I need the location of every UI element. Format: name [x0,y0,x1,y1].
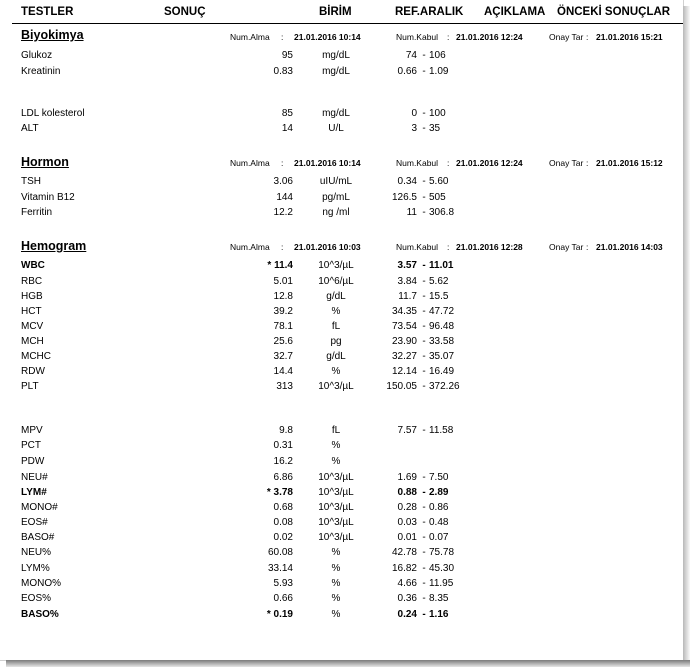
separator-colon: : [586,32,589,42]
test-unit: % [331,456,341,467]
ref-low: 42.78 [391,547,417,558]
ref-dash: - [422,192,426,203]
ref-dash: - [422,502,426,513]
section-title-biyokimya: Biyokimya [21,28,84,42]
ref-low: 3.57 [397,260,417,271]
ref-dash: - [422,366,426,377]
section-title-hormon: Hormon [21,155,69,169]
ref-low: 74 [405,50,417,61]
ref-high: 33.58 [429,336,455,347]
result-row-pct [0,440,683,455]
page-shadow-right [683,6,690,667]
ref-high: 0.07 [429,532,449,543]
num-alma-value: 21.01.2016 10:03 [294,242,361,252]
result-row-mch [0,336,683,351]
test-name: LYM% [21,563,50,574]
onay-tar-label: Onay Tar [549,32,584,42]
test-unit: mg/dL [322,66,350,77]
test-value: 12.2 [273,207,293,218]
test-value: 95 [281,50,293,61]
test-unit: % [331,563,341,574]
header-aciklama: AÇIKLAMA [484,6,546,18]
num-alma-label: Num.Alma [230,158,270,168]
test-value: 0.68 [273,502,293,513]
test-value: 60.08 [267,547,293,558]
ref-high: 100 [429,108,446,119]
ref-low: 126.5 [391,192,417,203]
ref-low: 16.82 [391,563,417,574]
ref-low: 1.69 [397,472,417,483]
ref-high: 75.78 [429,547,455,558]
test-unit: % [331,440,341,451]
test-value: 5.01 [273,276,293,287]
test-value: 85 [281,108,293,119]
test-name: Glukoz [21,50,53,61]
ref-dash: - [422,547,426,558]
test-name: Kreatinin [21,66,61,77]
result-row-eos-count [0,517,683,532]
result-row-baso-percent [0,609,683,624]
separator-colon: : [447,158,450,168]
ref-dash: - [422,563,426,574]
result-row-rdw [0,366,683,381]
separator-colon: : [447,242,450,252]
ref-dash: - [422,260,426,271]
test-name: WBC [21,260,45,271]
ref-dash: - [422,609,426,620]
result-row-kreatinin [0,66,683,81]
ref-low: 0 [411,108,417,119]
ref-high: 47.72 [429,306,455,317]
ref-low: 32.27 [391,351,417,362]
test-name: MCHC [21,351,51,362]
result-row-hct [0,306,683,321]
result-row-hgb [0,291,683,306]
test-value: * 11.4 [267,260,293,271]
test-unit: mg/dL [322,50,350,61]
ref-high: 372.26 [429,381,460,392]
test-name: HCT [21,306,42,317]
test-value: 12.8 [273,291,293,302]
test-unit: pg [330,336,342,347]
test-value: * 0.19 [266,609,293,620]
ref-high: 16.49 [429,366,455,377]
test-unit: 10^6/µL [318,276,354,287]
test-unit: fL [331,425,341,436]
ref-low: 73.54 [391,321,417,332]
test-value: 3.06 [273,176,293,187]
ref-high: 96.48 [429,321,455,332]
ref-high: 505 [429,192,446,203]
separator-colon: : [447,32,450,42]
result-row-lym-percent [0,563,683,578]
test-name: PDW [21,456,45,467]
ref-dash: - [422,578,426,589]
result-row-mono-count [0,502,683,517]
test-name: TSH [21,176,41,187]
onay-tar-label: Onay Tar [549,158,584,168]
test-unit: % [331,578,341,589]
ref-high: 306.8 [429,207,455,218]
test-name: HGB [21,291,43,302]
num-kabul-label: Num.Kabul [396,158,439,168]
ref-dash: - [422,487,426,498]
separator-colon: : [281,32,284,42]
ref-dash: - [422,351,426,362]
ref-low: 11 [406,207,417,218]
test-value: 78.1 [273,321,293,332]
test-unit: 10^3/µL [318,517,354,528]
ref-low: 34.35 [391,306,417,317]
ref-low: 0.66 [397,66,417,77]
test-unit: U/L [328,123,344,134]
test-name: EOS# [21,517,48,528]
result-row-wbc [0,260,683,275]
result-row-mono-percent [0,578,683,593]
test-unit: ng /ml [322,207,350,218]
ref-low: 0.34 [397,176,417,187]
test-name: BASO# [21,532,55,543]
test-name: EOS% [21,593,52,604]
separator-colon: : [281,158,284,168]
test-value: 0.66 [273,593,293,604]
test-value: 16.2 [273,456,293,467]
separator-colon: : [586,158,589,168]
ref-high: 11.95 [429,578,454,589]
ref-low: 0.03 [397,517,417,528]
ref-high: 1.16 [429,609,449,620]
ref-high: 35.07 [429,351,455,362]
test-unit: 10^3/µL [318,487,354,498]
test-name: MPV [21,425,43,436]
result-row-plt [0,381,683,396]
ref-dash: - [422,207,426,218]
ref-low: 7.57 [397,425,417,436]
test-name: LYM# [21,487,47,498]
result-row-mchc [0,351,683,366]
ref-high: 5.60 [429,176,449,187]
test-value: 144 [276,192,293,203]
ref-dash: - [422,108,426,119]
ref-dash: - [422,50,426,61]
num-kabul-value: 21.01.2016 12:24 [456,158,523,168]
test-unit: 10^3/µL [318,532,354,543]
test-unit: fL [331,321,341,332]
result-row-vitamin-b12 [0,192,683,207]
ref-high: 1.09 [429,66,449,77]
ref-low: 3 [411,123,417,134]
test-name: PLT [21,381,39,392]
test-name: PCT [21,440,41,451]
ref-high: 0.48 [429,517,449,528]
test-value: * 3.78 [266,487,293,498]
section-title-hemogram: Hemogram [21,239,87,253]
ref-dash: - [422,336,426,347]
result-row-ferritin [0,207,683,222]
page-shadow-bottom [6,660,690,667]
result-row-neu-count [0,472,683,487]
onay-tar-value: 21.01.2016 14:03 [596,242,663,252]
ref-low: 3.84 [397,276,417,287]
result-row-baso-count [0,532,683,547]
ref-dash: - [422,593,426,604]
ref-high: 0.86 [429,502,449,513]
result-row-lym-count [0,487,683,502]
ref-dash: - [422,306,426,317]
ref-dash: - [422,425,426,436]
ref-low: 11.7 [398,291,417,302]
ref-dash: - [422,66,426,77]
ref-high: 15.5 [429,291,449,302]
ref-dash: - [422,321,426,332]
test-value: 0.08 [273,517,293,528]
result-row-glukoz [0,50,683,65]
result-row-mcv [0,321,683,336]
result-row-eos-percent [0,593,683,608]
ref-dash: - [422,381,426,392]
ref-dash: - [422,472,426,483]
num-alma-label: Num.Alma [230,242,270,252]
ref-low: 0.88 [397,487,417,498]
result-row-tsh [0,176,683,191]
ref-high: 8.35 [429,593,449,604]
num-alma-value: 21.01.2016 10:14 [294,158,361,168]
test-name: RBC [21,276,43,287]
test-name: MCH [21,336,44,347]
onay-tar-value: 21.01.2016 15:12 [596,158,663,168]
test-value: 0.83 [273,66,293,77]
test-name: MONO# [21,502,58,513]
test-unit: % [331,547,341,558]
test-unit: % [331,593,341,604]
test-value: 14 [281,123,293,134]
test-unit: g/dL [326,291,346,302]
result-row-mpv [0,425,683,440]
result-row-pdw [0,456,683,471]
separator-colon: : [281,242,284,252]
ref-low: 0.28 [397,502,417,513]
test-name: BASO% [21,609,59,620]
ref-high: 45.30 [429,563,455,574]
result-row-rbc [0,276,683,291]
test-unit: % [331,609,341,620]
ref-high: 106 [429,50,446,61]
test-unit: mg/dL [322,108,350,119]
test-value: 25.6 [273,336,293,347]
header-ref-aralik: REF.ARALIK [395,6,464,18]
ref-low: 4.66 [397,578,417,589]
ref-high: 11.01 [429,260,454,271]
test-unit: g/dL [326,351,346,362]
ref-dash: - [422,517,426,528]
test-name: MCV [21,321,44,332]
ref-low: 12.14 [391,366,417,377]
header-sonuc: SONUÇ [164,6,206,18]
result-row-ldl-kolesterol [0,108,683,123]
test-value: 313 [276,381,293,392]
num-alma-label: Num.Alma [230,32,270,42]
test-name: Ferritin [21,207,53,218]
test-value: 0.02 [273,532,293,543]
num-kabul-value: 21.01.2016 12:24 [456,32,523,42]
header-onceki-sonuclar: ÖNCEKİ SONUÇLAR [557,6,671,18]
test-unit: % [331,366,341,377]
test-name: ALT [21,123,39,134]
ref-high: 5.62 [429,276,449,287]
header-testler: TESTLER [21,6,74,18]
ref-dash: - [422,123,426,134]
test-unit: % [331,306,341,317]
ref-low: 0.24 [397,609,417,620]
test-name: NEU# [21,472,48,483]
test-value: 0.31 [273,440,293,451]
test-value: 9.8 [279,425,293,436]
test-name: RDW [21,366,45,377]
num-kabul-label: Num.Kabul [396,32,439,42]
test-unit: pg/mL [322,192,350,203]
ref-low: 0.01 [397,532,417,543]
ref-low: 23.90 [391,336,417,347]
ref-dash: - [422,532,426,543]
test-name: LDL kolesterol [21,108,85,119]
ref-high: 11.58 [429,425,454,436]
separator-colon: : [586,242,589,252]
test-name: MONO% [21,578,61,589]
test-unit: uIU/mL [319,176,353,187]
test-name: NEU% [21,547,52,558]
num-kabul-label: Num.Kabul [396,242,439,252]
num-kabul-value: 21.01.2016 12:28 [456,242,523,252]
test-name: Vitamin B12 [21,192,75,203]
test-unit: 10^3/µL [318,502,354,513]
num-alma-value: 21.01.2016 10:14 [294,32,361,42]
test-value: 14.4 [273,366,293,377]
result-row-neu-percent [0,547,683,562]
test-value: 5.93 [273,578,293,589]
header-divider [12,23,684,24]
ref-dash: - [422,176,426,187]
ref-dash: - [422,291,426,302]
test-value: 33.14 [267,563,293,574]
ref-low: 150.05 [386,381,417,392]
ref-dash: - [422,276,426,287]
ref-low: 0.36 [397,593,417,604]
ref-high: 7.50 [429,472,449,483]
ref-high: 2.89 [429,487,449,498]
onay-tar-value: 21.01.2016 15:21 [596,32,663,42]
test-unit: 10^3/µL [318,381,354,392]
header-birim: BİRİM [319,6,352,18]
result-row-alt [0,123,683,138]
test-value: 32.7 [273,351,293,362]
onay-tar-label: Onay Tar [549,242,584,252]
test-value: 39.2 [273,306,293,317]
test-unit: 10^3/µL [318,472,354,483]
ref-high: 35 [429,123,441,134]
test-value: 6.86 [273,472,293,483]
test-unit: 10^3/µL [318,260,354,271]
